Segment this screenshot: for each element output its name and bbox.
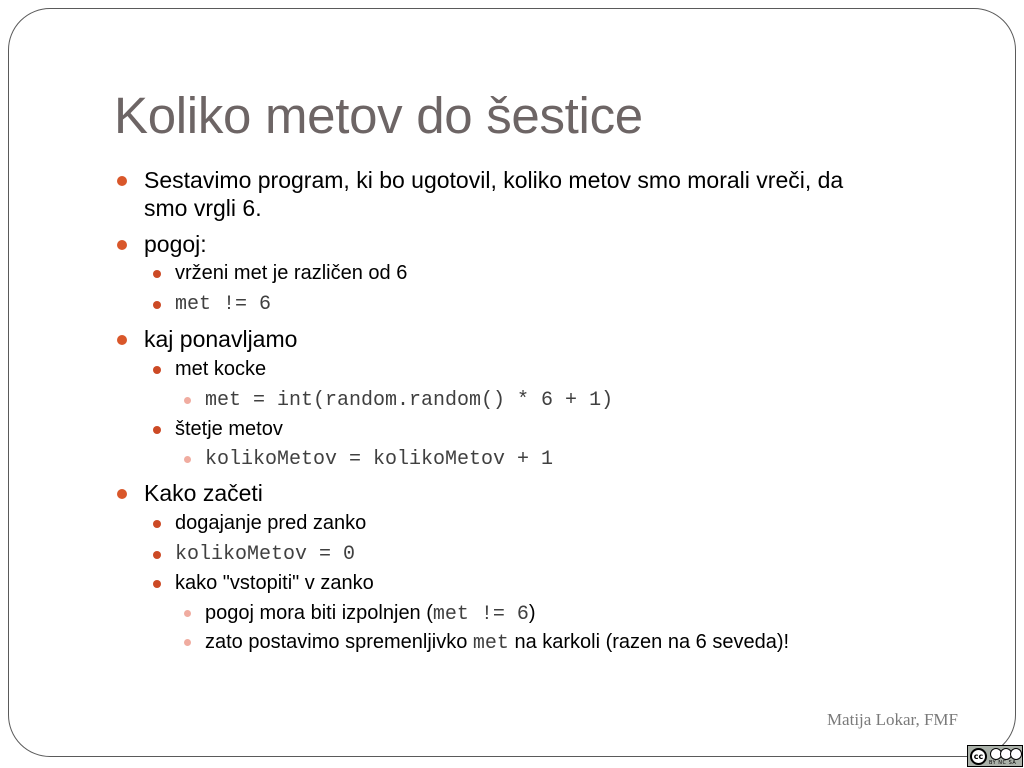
slide-title: Koliko metov do šestice xyxy=(114,87,643,144)
bullet-text: dogajanje pred zanko xyxy=(175,512,367,534)
sub-sub-bullet-counting-code xyxy=(205,448,553,471)
bullet-text: kako "vstopiti" v zanko xyxy=(175,572,374,594)
bullet-dot-icon xyxy=(153,366,161,374)
bullet-text: met kocke xyxy=(175,358,267,380)
bullet-text: kaj ponavljamo xyxy=(144,326,298,352)
bullet-text: na karkoli (razen na 6 seveda)! xyxy=(508,631,790,653)
bullet-dot-icon xyxy=(184,639,191,646)
bullet-text: Sestavimo program, ki bo ugotovil, koliko metov smo morali vreči, da xyxy=(144,167,844,193)
bullet-text: pogoj: xyxy=(144,231,207,257)
bullet-text: smo vrgli 6. xyxy=(144,195,262,221)
bullet-dot-icon xyxy=(184,456,191,463)
bullet-dot-icon xyxy=(184,610,191,617)
bullet-program-goal xyxy=(144,167,843,194)
bullet-dot-icon xyxy=(153,520,161,528)
bullet-text: pogoj mora biti izpolnjen ( xyxy=(205,602,433,624)
bullet-dot-icon xyxy=(153,551,161,559)
bullet-repeat xyxy=(144,326,297,353)
bullet-dot-icon xyxy=(153,580,161,588)
sub-bullet-before-loop xyxy=(175,512,366,535)
creative-commons-by-nc-sa-icon xyxy=(967,745,1023,767)
code-text: kolikoMetov = kolikoMetov + 1 xyxy=(205,448,554,471)
bullet-text: ) xyxy=(528,602,536,624)
bullet-start xyxy=(144,480,263,507)
sharealike-icon xyxy=(1010,748,1022,760)
sub-sub-bullet-set-variable xyxy=(205,631,789,655)
inline-code: met != 6 xyxy=(432,603,529,626)
sub-bullet-init-code xyxy=(175,543,355,566)
bullet-dot-icon xyxy=(117,176,127,186)
bullet-dot-icon xyxy=(153,270,161,278)
license-label: BY NC SA xyxy=(989,760,1017,766)
code-text: kolikoMetov = 0 xyxy=(175,543,356,566)
bullet-text: zato postavimo spremenljivko xyxy=(205,631,473,653)
bullet-dot-icon xyxy=(117,240,127,250)
bullet-dot-icon xyxy=(153,301,161,309)
sub-sub-bullet-condition-met xyxy=(205,602,536,626)
sub-bullet-dice-roll xyxy=(175,358,266,381)
sub-bullet-enter-loop xyxy=(175,572,374,595)
slide-footer-author: Matija Lokar, FMF xyxy=(826,710,958,729)
bullet-dot-icon xyxy=(153,426,161,434)
code-text: met != 6 xyxy=(175,293,272,316)
sub-bullet-condition-text xyxy=(175,262,407,285)
bullet-dot-icon xyxy=(117,335,127,345)
inline-code: met xyxy=(472,632,509,655)
bullet-text: štetje metov xyxy=(175,418,283,440)
bullet-dot-icon xyxy=(117,489,127,499)
sub-bullet-counting xyxy=(175,418,283,441)
bullet-text: Kako začeti xyxy=(144,480,263,506)
bullet-text: vrženi met je različen od 6 xyxy=(175,262,408,284)
sub-bullet-condition-code xyxy=(175,293,271,316)
sub-sub-bullet-dice-code xyxy=(205,389,613,412)
cc-logo-icon: cc xyxy=(970,748,987,765)
bullet-condition xyxy=(144,231,207,258)
bullet-program-goal-continued xyxy=(144,195,262,222)
bullet-dot-icon xyxy=(184,397,191,404)
code-text: met = int(random.random() * 6 + 1) xyxy=(205,389,614,412)
